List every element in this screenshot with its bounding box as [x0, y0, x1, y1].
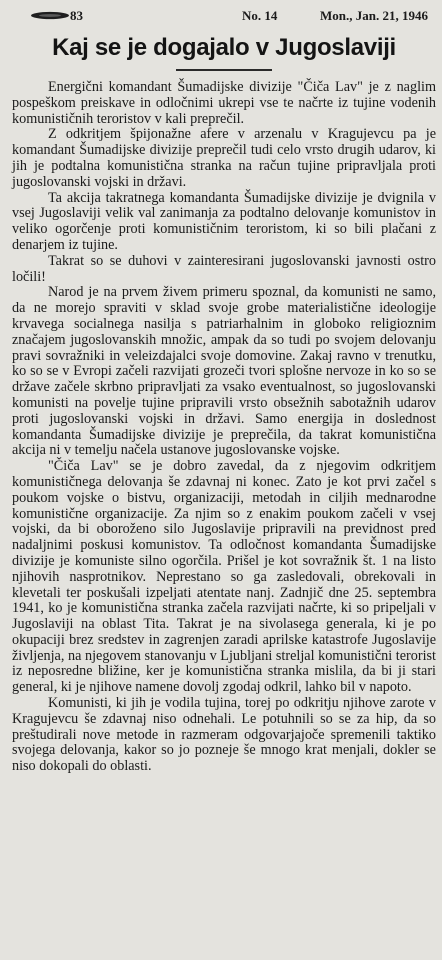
- paragraph: Komunisti, ki jih je vodila tujina, torej po odkritju njihove zarote v Kragujevcu še zdavnaj niso odnehali. Le potuhnili so se za hip, da so preštudirali nove metode in razmeram odgovarjajoče spremenili taktiko svojega delovanja, kakor so jo pozneje še mnogo krat menjali, dokler se niso dokopali do oblasti.: [12, 695, 436, 775]
- article-body: [12, 80, 436, 775]
- issue-number: No. 14: [242, 8, 278, 23]
- paragraph: Narod je na prvem živem primeru spoznal, da komunisti ne samo, da ne morejo spraviti v sklad svoje grobe materialistične ideologije krvavega socialnega nasilja s patriarhalnim in globoko religioznim značajem jugoslovanskih množic, ampak da so tudi po svojem delovanju pravi sovražniki in veleizdajalci svoje domovine. Zakaj ravno v trenutku, ko so se v Evropi začeli razvijati grozeči tvori splošne nervoze in ko so se države začele skrbno pripravljati za vsako eventualnost, so jugoslovanski komunisti na povelje tujine pripravili vrsto obsežnih sabotažnih udarov proti jugoslovanski vojski in državi. Samo energija in doslednost komandanta Šumadijske divizije je preprečila, da takrat komunistična akcija ni v temelju načela ustanove jugoslovanske vojske.: [12, 284, 436, 459]
- article-title: Kaj se je dogajalo v Jugoslaviji: [52, 34, 396, 61]
- title-rule: [176, 69, 272, 71]
- paragraph: Z odkritjem špijonažne afere v arzenalu v Kragujevcu pa je komandant Šumadijske divizije preprečil tudi celo vrsto drugih udarov, ki jih je podtalna komunistična stranka na račun tujine pripravljala proti jugoslovanski vojski in državi.: [12, 126, 436, 190]
- page-header: [12, 0, 436, 26]
- paragraph: Takrat so se duhovi v zainteresirani jugoslovanski javnosti ostro ločili!: [12, 252, 436, 285]
- article-heading: [12, 34, 436, 71]
- paragraph: Energični komandant Šumadijske divizije "Čiča Lav" je z naglim pospeškom preiskave in odločnimi ukrepi vse te načrte iz tujine vodenih komunističnih teroristov v kali preprečil.: [12, 79, 436, 127]
- issue-date: Mon., Jan. 21, 1946: [320, 8, 428, 23]
- paragraph: Ta akcija takratnega komandanta Šumadijske divizije je dvignila v vsej Jugoslaviji velik val zanimanja za podtalno delovanje komunistov in veliko ogorčenje proti komunističnim teroristom, ki so bili plačani z denarjem iz tujine.: [12, 189, 436, 253]
- header-ornament-icon: [30, 11, 70, 20]
- paragraph: "Čiča Lav" se je dobro zavedal, da z njegovim odkritjem komunističnega delovanja še zdavnaj ni konec. Zato je kot prvi začel s poukom vojske o bistvu, organizaciji, metodah in ciljih mednarodne komunistične organizacije. Za njim so z enakim poukom začeli v vsej vojski, da bi oboroženo silo Jugoslavije pripravili na previdnost pred nadaljnimi poskusi komunistov. Ta odločnost komandanta Šumadijske divizije je komuniste silno ogorčila. Prišel je kot sovražnik št. 1 na listo njihovih nasprotnikov. Neprestano so ga zasledovali, obrekovali in klevetali ter poskušali izpeljati atentate nanj. Zadnjič dne 25. septembra 1941, ko je komunistična stranka začela razvijati načrte, ki so pripeljali v Jugoslaviji na oblast Tita. Takrat je na sivolasega generala, ki je po okupaciji brez sredstev in zagrenjen zaradi aprilske katastrofe Jugoslavije življenja, na njegovem stanovanju v Ljubljani streljal komunistični terorist iz neposredne bližine, ker je komunistična stranka mislila, da bi ji stari general, ki je njihove namene dovolj zgodaj odkril, lahko bil v napoto.: [12, 458, 436, 696]
- page-number: 83: [70, 8, 83, 23]
